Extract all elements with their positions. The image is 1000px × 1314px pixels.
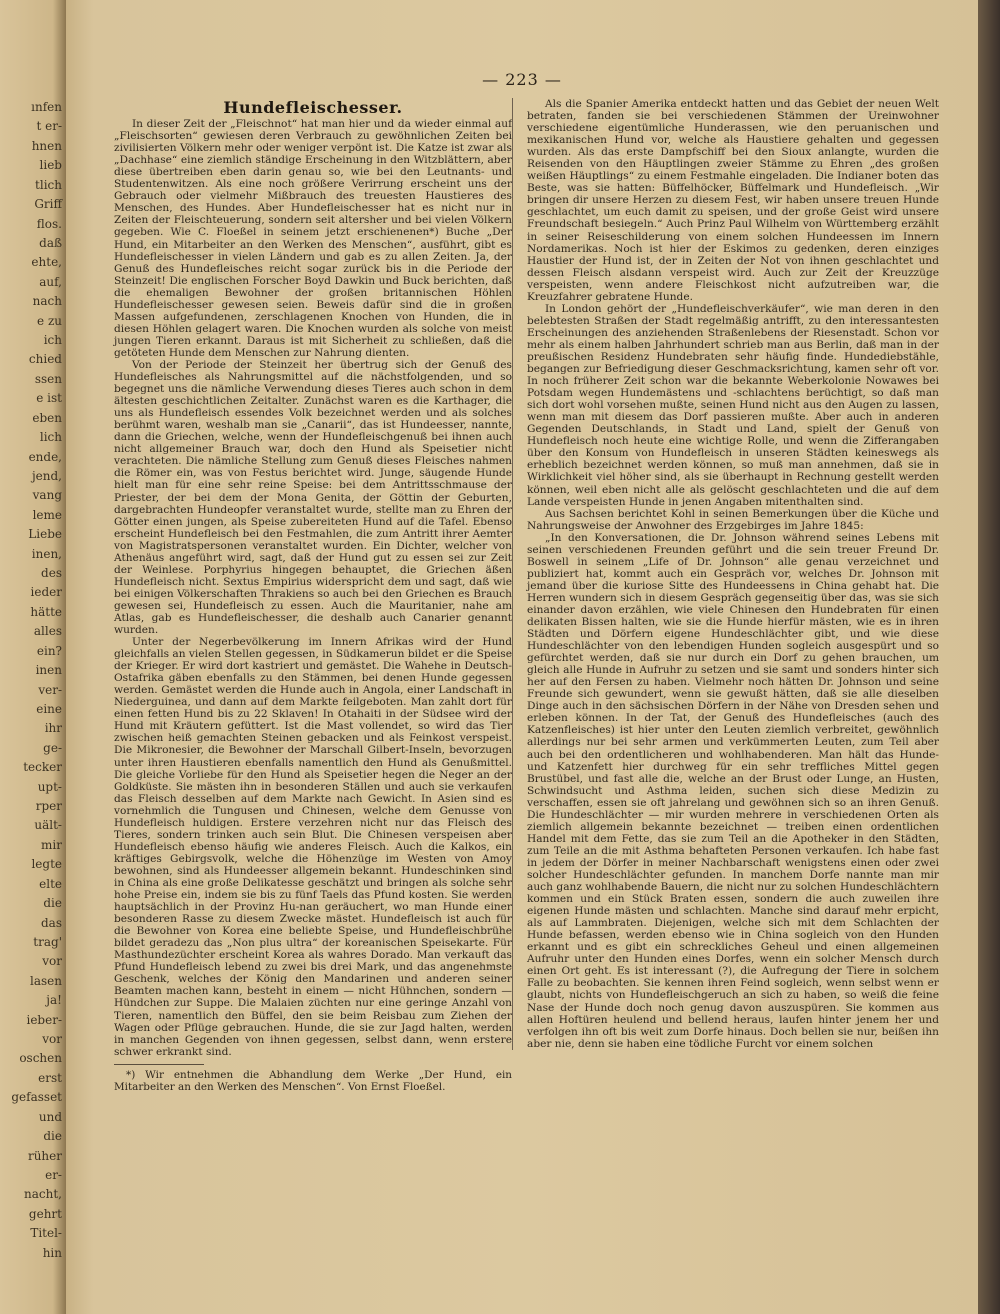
facing-page-text-fragment: flos. — [36, 216, 62, 231]
facing-page-text-fragment: ende, — [28, 449, 62, 464]
facing-page-text-fragment: trag' — [33, 934, 62, 949]
facing-page-text-fragment: eine — [36, 701, 62, 716]
facing-page-text-fragment: ehte, — [31, 255, 62, 270]
facing-page-text-fragment: gehrt — [28, 1206, 62, 1221]
facing-page-text-fragment: mir — [41, 837, 62, 852]
page-number: — 223 — — [482, 70, 562, 89]
facing-page-text-fragment: daß — [39, 235, 62, 250]
paragraph: „In den Konversationen, die Dr. Johnson während seines Lebens mit seinen verschiedenen Freunden geführt und die sein treuer Freund Dr. Boswell in seinem „Life of Dr. Johnson“ alle genau verzeichnet und publiziert hat, kommt auch ein Gespräch vor, welches Dr. Johnson mit jemand über die kuriose Sitte des Hundeessens in China gehabt hat. Die Herren wundern sich in diesem Gespräch gegenseitig über das, was sie sich einander davon erzählen, wie viele Chinesen den Hundebraten für einen delikaten Bissen halten, wie sie die Hunde hierfür mästen, wie es in ihren Städten und Dörfern eigene Hundeschlächter gibt, und wie diese Hundeschlächter von den lebendigen Hunden sogleich ausgespürt und so gefürchtet werden, daß sie nur durch ein Dorf zu gehen brauchen, um gleich alle Hunde in Aufruhr zu setzen und sie samt und sonders hinter sich her auf den Fersen zu haben. Vielmehr noch hätten Dr. Johnson und seine Freunde sich gewundert, wenn sie gewußt hätten, daß sie alle dieselben Dinge auch in den sächsischen Dörfern in der Nähe von Dresden sehen und erleben können. In der Tat, der Genuß des Hundefleisches (auch des Katzenfleisches) ist hier unter den Leuten ziemlich verbreitet, gewöhnlich allerdings nur bei sehr armen und verkümmerten Leuten, zum Teil aber auch bei den ordentlicheren und wohlhabenderen. Man hält das Hunde- und Katzenfett hier durchweg für ein sehr treffliches Mittel gegen Brustübel, und fast alle die, welche an der Brust oder Lunge, an Husten, Schwindsucht und Asthma leiden, suchen sich diese Medizin zu verschaffen, essen sie oft jahrelang und gewöhnen sich so an ihren Genuß. Die Hundeschlächter — mir wurden mehrere in verschiedenen Orten als ziemlich allgemein bekannte bezeichnet — treiben einen ordentlichen Handel mit dem Fette, das sie zum Teil an die Apotheker in den Städten, zum Teile an die mit Asthma behafteten Personen verkaufen. Ich habe fast in jedem der Dörfer in meiner Nachbarschaft wenigstens einen oder zwei solcher Hundeschlächter gefunden. In manchem Dorfe nannte man mir auch ganz wohlhabende Bauern, die nicht nur zu solchen Hundeschlächtern kommen und ein Stück Braten essen, sondern die auch zuweilen ihre eigenen Hunde mästen und schlachten. Manche sind darauf mehr erpicht, als auf Lammbraten. Diejenigen, welche sich mit dem Schlachten der Hunde befassen, werden ebenso wie in China sogleich von den Hunden erkannt und es gibt ein schreckliches Geheul und einen allgemeinen Aufruhr unter den Hunden eines Dorfes, wenn ein solcher Mensch durch einen Ort geht. Es ist interessant (?), die Aufregung der Tiere in solchem Falle zu beobachten. Sie kennen ihren Feind sogleich, wenn selbst wenn er glaubt, nichts von Hundefleischgeruch an sich zu haben, so weiß die feine Nase der Hunde doch noch genug davon auszuspüren. Sie kommen aus allen Hoftüren heulend und bellend heraus, laufen hinter jenem her und verfolgen ihn oft bis weit zum Dorfe hinaus. Doch bellen sie nur, beißen ihn aber nie, denn sie haben eine tödliche Furcht vor einem solchen — [527, 531, 939, 1050]
book-page — [66, 0, 978, 1314]
facing-page-text-fragment: hnen — [31, 138, 62, 153]
paragraph: Unter der Negerbevölkerung im Innern Afrikas wird der Hund gleichfalls an vielen Stellen gegessen, in Südkamerun bildet er die Speise der Krieger. Er wird dort kastriert und gemästet. Die Wahehe in Deutsch-Ostafrika gäben ebenfalls zu den Stämmen, bei denen Hunde gegessen werden. Gemästet werden die Hunde auch in Angola, einer Landschaft in Niederguinea, und dann auf dem Markte feilgeboten. Man zahlt dort für einen fetten Hund bis zu 22 Sklaven! In Otahaiti in der Südsee wird der Hund mit Kräutern gefüttert. Ist die Mast vollendet, so wird das Tier zwischen heiß gemachten Steinen gebacken und als Feinkost verspeist. Die Mikronesier, die Bewohner der Marschall Gilbert-Inseln, bevorzugen unter ihren Haustieren ebenfalls namentlich den Hund als Genußmittel. Die gleiche Vorliebe für den Hund als Speisetier hegen die Neger an der Goldküste. Sie mästen ihn in besonderen Ställen und auch sie verkaufen das Fleisch desselben auf dem Markte nach Gewicht. In Asien sind es vornehmlich die Tungusen und Chinesen, welche dem Genusse von Hundefleisch huldigen. Erstere verzehren nicht nur das Fleisch des Tieres, sondern trinken auch sein Blut. Die Chinesen verspeisen aber Hundefleisch ebenso häufig wie anderes Fleisch. Auch die Kalkos, ein kräftiges Gebirgsvolk, welche die Höhenzüge im Westen von Amoy bewohnen, sind als Hundeesser allgemein bekannt. Hundeschinken sind in China als eine große Delikatesse geschätzt und bringen als solche sehr hohe Preise ein, indem sie bis zu fünf Taels das Pfund kosten. Sie werden hauptsächlich in der Provinz Hu-nan geräuchert, wo man Hunde einer besonderen Rasse zu diesem Zwecke mästet. Hundefleisch ist auch für die Bewohner von Korea eine beliebte Speise, und Hundefleischbrühe bildet geradezu das „Non plus ultra“ der koreanischen Speisekarte. Für Masthundezüchter erscheint Korea als wahres Dorado. Man verkauft das Pfund Hundefleisch lebend zu zwei bis drei Mark, und das angenehmste Geschenk, welches der König den Mandarinen und anderen seiner Beamten machen kann, besteht in einem — nicht Hühnchen, sondern — Hündchen zur Suppe. Die Malaien züchten nur eine geringe Anzahl von Tieren, namentlich den Büffel, den sie beim Reisbau zum Ziehen der Wagen oder Pflüge gebrauchen. Hunde, die sie zur Jagd halten, werden in manchen Gegenden von ihnen gegessen, selbst dann, wenn erstere schwer erkrankt sind. — [114, 636, 512, 1058]
facing-page-text-fragment: oschen — [19, 1051, 62, 1066]
facing-page-text-fragment: t er- — [36, 119, 62, 134]
facing-page-text-fragment: Griff — [34, 197, 62, 212]
facing-page-text-fragment: ieder — [30, 585, 62, 600]
facing-page-text-fragment: ver- — [38, 682, 62, 697]
facing-page-text-fragment: gefasset — [11, 1090, 62, 1105]
facing-page-text-fragment: leme — [32, 507, 62, 522]
facing-page-text-fragment: Liebe — [28, 527, 62, 542]
facing-page-text-fragment: ihr — [44, 721, 62, 736]
facing-page-text-fragment: tecker — [23, 760, 62, 775]
facing-page-text-fragment: er- — [45, 1167, 62, 1182]
facing-page-text-fragment: eben — [32, 410, 62, 425]
facing-page-text-fragment: erst — [38, 1070, 62, 1085]
paragraph: In London gehört der „Hundefleischverkäufer“, wie man deren in den belebtesten Straßen der Stadt regelmäßig antrifft, zu den interessantesten Erscheinungen des anziehenden Straßenlebens der Riesenstadt. Schon vor mehr als einem halben Jahrhundert schrieb man aus Berlin, daß man in der preußischen Residenz Hundebraten sehr häufig finde. Hundediebstähle, begangen zur Befriedigung dieser Geschmacksrichtung, kamen sehr oft vor. In noch früherer Zeit schon war die bekannte Weberkolonie Nowawes bei Potsdam wegen Hundemästens und -schlachtens berüchtigt, so daß man sich dort wohl vorsehen mußte, seinen Hund nicht aus den Augen zu lassen, wenn man mit diesem das Dorf passieren mußte. Aber auch in anderen Gegenden Deutschlands, in Stadt und Land, spielt der Genuß von Hundefleisch noch heute eine wichtige Rolle, und wenn die Zifferangaben über den Konsum von Hundefleisch in unseren Städten keineswegs als erheblich bezeichnet werden können, so muß man annehmen, daß sie in Wirklichkeit viel höher sind, als sie überhaupt in Rechnung gestellt werden können, weil eben nicht alle als gelöscht geschlachteten und die auf dem Lande verspeisten Hunde in jenen Angaben mitenthalten sind. — [527, 302, 939, 508]
facing-page-text-fragment: rüher — [27, 1148, 62, 1163]
facing-page-text-fragment: alles — [33, 624, 62, 639]
facing-page-text-fragment: ssen — [34, 371, 62, 386]
facing-page-text-fragment: nach — [32, 294, 62, 309]
footnote-divider — [114, 1064, 204, 1065]
facing-page-text-fragment: tlich — [35, 177, 62, 192]
paragraph: Aus Sachsen berichtet Kohl in seinen Bemerkungen über die Küche und Nahrungsweise der Anwohner des Erzgebirges im Jahre 1845: — [527, 507, 939, 532]
facing-page-text-fragment: auf, — [39, 274, 62, 289]
left-column — [114, 98, 512, 1093]
facing-page-text-fragment: hätte — [30, 604, 62, 619]
facing-page-text-fragment: rper — [35, 799, 62, 813]
facing-page-text-fragment: ınfen — [31, 100, 62, 114]
facing-page-text-fragment: inen — [35, 663, 62, 678]
facing-page-text-fragment: ja! — [46, 993, 62, 1008]
facing-page-text-fragment: vor — [42, 954, 62, 969]
facing-page-text-fragment: lich — [39, 430, 62, 445]
facing-page-text-fragment: e ist — [36, 391, 62, 406]
facing-page-text-fragment: das — [41, 915, 62, 930]
facing-page-text-fragment: e zu — [37, 313, 62, 328]
facing-page-text-fragment: jend, — [31, 468, 62, 483]
facing-page-text-fragment: upt- — [37, 779, 62, 794]
facing-page-text-fragment: elte — [39, 876, 62, 891]
facing-page-text-fragment: und — [38, 1109, 62, 1124]
facing-page-text-fragment: legte — [31, 857, 62, 872]
facing-page-text-fragment: des — [41, 566, 62, 580]
facing-page-text-fragment: ich — [43, 333, 62, 347]
facing-page-text-fragment: die — [43, 1129, 62, 1144]
facing-page-text-fragment: die — [43, 896, 62, 911]
right-column — [512, 98, 939, 1050]
facing-page-text-fragment: ieber- — [26, 1012, 62, 1027]
paragraph: In dieser Zeit der „Fleischnot“ hat man hier und da wieder einmal auf „Fleischsorten“ gewiesen deren Verbrauch zu gewöhnlichen Zeiten bei zivilisierten Völkern mehr oder weniger verpönt ist. Die Katze ist zwar als „Dachhase“ eine ziemlich ständige Erscheinung in den Witzblättern, aber diese übertreiben eben darin genau so, wie bei den Leutnants- und Studentenwitzen. Als eine noch größere Verirrung erscheint uns der Gebrauch oder vielmehr Mißbrauch des treuesten Haustieres des Menschen, des Hundes. Aber Hundefleischesser hat es nicht nur in Zeiten der Fleischteuerung, sondern seit altersher und bei vielen Völkern gegeben. Wie C. Floeßel in seinem jetzt erschienenen*) Buche „Der Hund, ein Mitarbeiter an den Werken des Menschen“, ausführt, gibt es Hundefleischesser in vielen Ländern und gab es zu allen Zeiten. Ja, der Genuß des Hundefleisches reicht sogar zurück bis in die Periode der Steinzeit! Die englischen Forscher Boyd Dawkin und Buck berichten, daß die ehemaligen Bewohner der großen britannischen Höhlen Hundefleischesser gewesen seien. Beweis dafür sind die in großen Massen aufgefundenen, zerschlagenen Knochen von Hunden, die in diesen Höhlen gelagert waren. Die Knochen wurden als solche von meist jungen Tieren erkannt. Daraus ist mit Sicherheit zu schließen, daß die getöteten Hunde dem Menschen zur Nahrung dienten. — [114, 118, 512, 359]
facing-page-edge — [0, 0, 66, 1314]
footnote — [114, 1069, 512, 1093]
facing-page-text-fragment: uält- — [34, 818, 62, 833]
facing-page-text-fragment: lasen — [30, 973, 62, 988]
facing-page-text-fragment: nacht, — [24, 1187, 62, 1202]
paragraph: Von der Periode der Steinzeit her übertrug sich der Genuß des Hundefleisches als Nahrungsmittel auf die nächstfolgenden, und so begegnet uns die nämliche Verwendung dieses Tieres auch schon in dem ältesten geschichtlichen Zeitalter. Zunächst waren es die Karthager, die uns als Hundefleisch essendes Volk bezeichnet werden und als solches berühmt waren, weshalb man sie „Canarii“, das ist Hundeesser, nannte, dann die Griechen, welche, wenn der Hundefleischgenuß bei ihnen auch nicht allgemeiner Brauch war, doch den Hund als Speisetier nicht verachteten. Die nämliche Stellung zum Genuß dieses Fleisches nahmen die Römer ein, was von Festus berichtet wird. Junge, säugende Hunde hielt man für eine sehr reine Speise: bei dem Antrittsschmause der Priester, der bei dem der Mona Genita, der Göttin der Geburten, dargebrachten Hundeopfer veranstaltet wurde, stellte man zu Ehren der Götter einen jungen, als Speise zubereiteten Hund auf die Tafel. Ebenso erscheint Hundefleisch bei den Festmahlen, die zum Antritt ihrer Aemter von Magistratspersonen veranstaltet wurden. Ein Dichter, welcher von Athenäus angeführt wird, sagt, daß der Hund gut zu essen sei zur Zeit der Weinlese. Porphyrius hingegen behauptet, die Griechen äßen Hundefleisch nicht. Sextus Empirius widerspricht dem und sagt, daß wie bei einigen Völkerschaften Thrakiens so auch bei den Griechen es Brauch gewesen sei, Hundefleisch zu essen. Auch die Mauritanier, nahe am Atlas, gab es Hundefleischesser, die deshalb auch Canarier genannt wurden. — [114, 358, 512, 637]
facing-page-text-fragment: Titel- — [30, 1226, 62, 1241]
facing-page-text-fragment: ein? — [36, 643, 62, 658]
facing-page-text-fragment: inen, — [31, 546, 62, 561]
book-binding — [978, 0, 1000, 1314]
facing-page-text-fragment: ge- — [43, 740, 62, 755]
facing-page-text-fragment: vang — [32, 488, 62, 503]
facing-page-text-fragment: vor — [42, 1032, 62, 1046]
footnote-text: *) Wir entnehmen die Abhandlung dem Werke „Der Hund, ein Mitarbeiter an den Werken des Menschen“. Von Ernst Floeßel. — [114, 1068, 512, 1093]
facing-page-text-fragment: chied — [28, 352, 62, 367]
paragraph: Als die Spanier Amerika entdeckt hatten und das Gebiet der neuen Welt betraten, fanden sie bei verschiedenen Stämmen der Ureinwohner verschiedene eigentümliche Hunderassen, wie den peruanischen und mexikanischen Hund vor, welche als Haustiere gehalten und gegessen wurden. Als das erste Dampfschiff bei den Sioux anlangte, wurden die Reisenden von den Häuptlingen zweier Stämme zu Ehren „des großen weißen Häuptlings“ zu einem Festmahle eingeladen. Die Indianer boten das Beste, was sie hatten: Büffelhöcker, Büffelmark und Hundefleisch. „Wir bringen dir unsere Herzen zu diesem Fest, wir haben unsere treuen Hunde geschlachtet, um euch damit zu speisen, und der große Geist wird unsere Freundschaft besiegeln.“ Auch Prinz Paul Wilhelm von Württemberg erzählt in seiner Reiseschilderung von einem solchen Hundeessen im Innern Nordamerikas. Noch ist hier der Eskimos zu gedenken, deren einziges Haustier der Hund ist, der in Zeiten der Not von ihnen geschlachtet und dessen Fleisch alsdann verspeist wird. Auch zur Zeit der Kreuzzüge verspeisten, wenn andere Fleischkost nicht aufzutreiben war, die Kreuzfahrer gebratene Hunde. — [527, 98, 939, 303]
facing-page-text-fragment: lieb — [39, 158, 62, 173]
article-title: Hundefleischesser. — [223, 98, 403, 117]
facing-page-text-fragment: hin — [42, 1245, 62, 1260]
